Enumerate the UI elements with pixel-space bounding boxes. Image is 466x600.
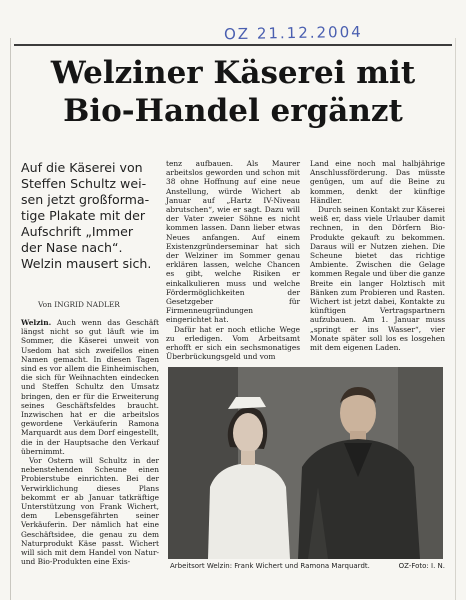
lead-line: tige Plakate mit der [21,208,146,223]
headline-line-1: Welziner Käserei mit [50,55,416,91]
caption-text: Arbeitsort Welzin: Frank Wichert und Ramona Marquardt. [170,562,370,570]
lead-line: sen jetzt großforma- [21,192,150,207]
paragraph: Dafür hat er noch etliche Wege zu erledigen. Vom Arbeitsamt erhofft er sich ein sechsmonatiges Überbrückungsgeld und vom [166,324,300,362]
headline-line-2: Bio-Handel ergänzt [63,93,403,129]
article-column-3 [310,159,445,352]
handwritten-date: OZ 21.12.2004 [223,22,363,44]
paragraph: Vor Ostern will Schultz in der nebenstehenden Scheune einen Probierstube einrichten. Bei der Verwirklichung dieses Plans bekommt er ab Januar tatkräftige Unterstützung von Frank Wichert, dem Lebensgefährten seiner Verkäuferin. Der nämlich hat eine Geschäftsidee, die genau zu dem Naturprodukt Käse passt. Wichert will sich mit dem Handel von Natur- und Bio-Produkten eine Exis- [21,456,159,567]
paragraph: tenz aufbauen. Als Maurer arbeitslos geworden und schon mit 38 ohne Hoffnung auf eine neue Anstellung, würde Wichert ab Januar auf „Hartz IV-Niveau abrutschen“, wie er sagt. Dazu will der Vater zweier Söhne es nicht kommen lassen. Dann lieber etwas Neues anfangen. Auf einem Existenzgründerseminar hat sich der Welziner im Sommer genau erklären lassen, welche Chancen es gibt, welche Risiken er einkalkulieren muss und welche Fördermöglichkeiten der Gesetzgeber für Firmenneugründungen eingerichtet hat. [166,159,300,325]
article-column-2 [166,159,300,361]
paragraph [21,318,159,456]
lead-line: der Nase nach“. [21,240,123,255]
lead-line: Steffen Schultz wei- [21,176,147,191]
top-rule [14,44,452,46]
dateline: Welzin. [21,318,52,327]
lead-line: Aufschrift „Immer [21,224,134,239]
lead-line: Welzin mausert sich. [21,256,152,271]
article-column-1 [21,318,159,566]
photo-credit: OZ-Foto: I. N. [398,562,445,570]
paragraph-text: Auch wenn das Geschäft längst nicht so gut läuft wie im Sommer, die Käserei unweit von Usedom hat sich zweifellos einen Namen gemacht. In diesen Tagen sind es vor allem die Einheimischen, die sich für Weihnachten eindecken und Steffen Schultz den Umsatz bringen, den er für die Erweiterung seines Geschäftsfeldes braucht. Inzwischen hat er die arbeitslos gewordene Verkäuferin Ramona Marquardt aus dem Dorf eingestellt, die in der Hauptsache den Verkauf übernimmt. [21,318,159,456]
byline: Von INGRID NADLER [38,300,120,309]
photo-caption [170,562,445,570]
article-photo [168,367,443,559]
lead-line: Auf die Käserei von [21,160,143,175]
page-edge-right [455,38,456,600]
paragraph: Land eine noch mal halbjährige Anschlussförderung. Das müsste genügen, um auf die Beine zu kommen, denkt der künftige Händler. [310,159,445,205]
paragraph: Durch seinen Kontakt zur Käserei weiß er, dass viele Urlauber damit rechnen, in den Dörfern Bio-Produkte gekauft zu bekommen. Daraus will er Nutzen ziehen. Die Scheune bietet das richtige Ambiente. Zwischen die Gelage kommen Regale und über die ganze Breite ein langer Holztisch mit Bänken zum Probieren und Rasten. Wichert ist jetzt dabei, Kontakte zu künftigen Vertragspartnern aufzubauen. Am 1. Januar muss „springt er ins Wasser“, vier Monate später soll los es losgehen mit dem eigenen Laden. [310,205,445,353]
headline [14,54,452,130]
lead-paragraph [21,160,163,272]
page-edge-left [10,38,11,600]
